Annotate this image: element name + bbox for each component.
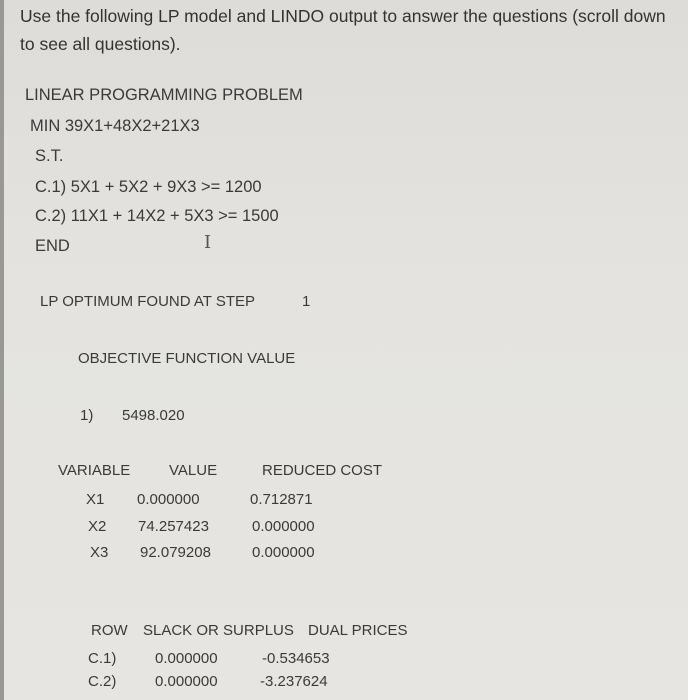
header-variable: VARIABLE bbox=[58, 462, 131, 479]
page-left-edge bbox=[0, 0, 4, 700]
variable-name: X3 bbox=[90, 544, 109, 561]
objective-function: MIN 39X1+48X2+21X3 bbox=[30, 117, 200, 135]
subject-to-label: S.T. bbox=[35, 147, 64, 165]
header-row: ROW bbox=[91, 622, 128, 639]
row-name: C.2) bbox=[88, 673, 117, 690]
end-label: END bbox=[35, 237, 70, 255]
optimum-label: LP OPTIMUM FOUND AT STEP bbox=[40, 293, 256, 310]
row-name: C.1) bbox=[88, 650, 117, 667]
header-reduced-cost: REDUCED COST bbox=[262, 462, 383, 479]
variable-value: 74.257423 bbox=[138, 518, 209, 535]
constraint-c1: C.1) 5X1 + 5X2 + 9X3 >= 1200 bbox=[35, 178, 262, 196]
variable-reduced-cost: 0.000000 bbox=[252, 544, 315, 561]
row-dual-price: -3.237624 bbox=[260, 673, 328, 690]
text-cursor-icon: I bbox=[204, 232, 212, 253]
row-slack: 0.000000 bbox=[155, 650, 218, 667]
row-slack: 0.000000 bbox=[155, 673, 218, 690]
objective-label: OBJECTIVE FUNCTION VALUE bbox=[78, 350, 296, 367]
header-dual-prices: DUAL PRICES bbox=[308, 622, 408, 639]
header-value: VALUE bbox=[169, 462, 218, 479]
variable-reduced-cost: 0.712871 bbox=[250, 491, 313, 508]
objective-value: 5498.020 bbox=[122, 407, 185, 424]
instructions-text: Use the following LP model and LINDO output to answer the questions (scroll down to see all questions). bbox=[20, 6, 666, 54]
variable-reduced-cost: 0.000000 bbox=[252, 518, 315, 535]
row-dual-price: -0.534653 bbox=[262, 650, 330, 667]
model-title: LINEAR PROGRAMMING PROBLEM bbox=[25, 86, 303, 104]
variable-value: 0.000000 bbox=[137, 491, 200, 508]
objective-row: 1) bbox=[80, 407, 94, 424]
variable-name: X1 bbox=[86, 491, 105, 508]
header-slack-or-surplus: SLACK OR SURPLUS bbox=[143, 622, 294, 639]
constraint-c2: C.2) 11X1 + 14X2 + 5X3 >= 1500 bbox=[35, 207, 279, 225]
variable-value: 92.079208 bbox=[140, 544, 211, 561]
variable-name: X2 bbox=[88, 518, 107, 535]
optimum-step: 1 bbox=[302, 293, 311, 310]
